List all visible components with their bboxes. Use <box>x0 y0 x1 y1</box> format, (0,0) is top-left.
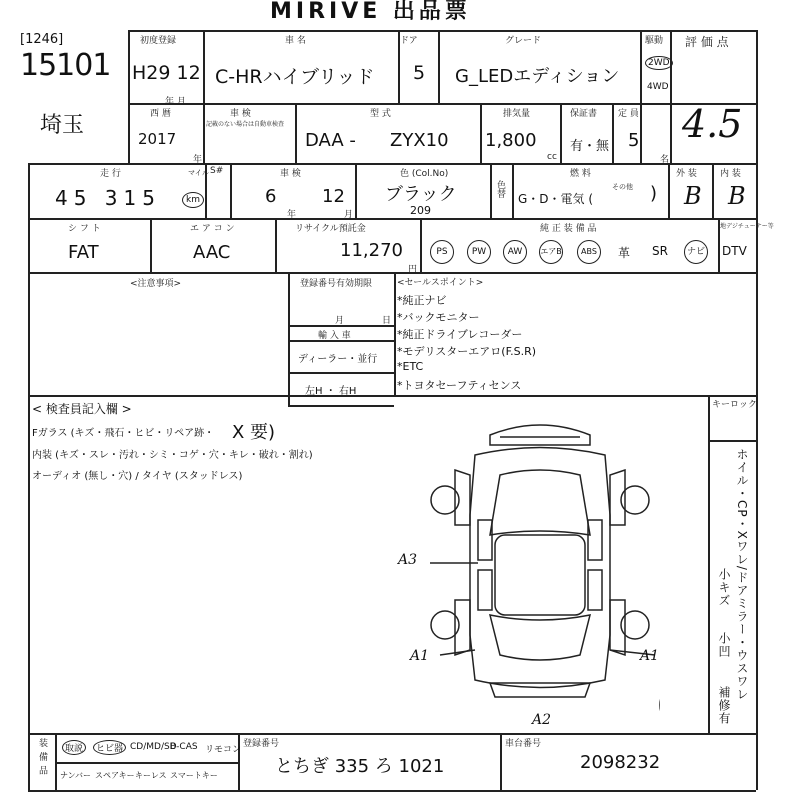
grid-line <box>490 163 492 218</box>
cc-unit: cc <box>547 152 557 162</box>
drive-2wd: 2WD <box>645 56 673 70</box>
equip-ps: PS <box>430 240 454 264</box>
warranty-value: 有・無 <box>570 139 610 154</box>
grid-line <box>512 163 514 218</box>
grid-line <box>288 372 394 374</box>
equip-aw: AW <box>503 240 527 264</box>
mileage-value: 45 315 <box>55 186 161 210</box>
grid-line <box>28 218 756 220</box>
model-label: 型 式 <box>370 109 391 119</box>
km-unit: km <box>182 192 204 208</box>
grid-line <box>668 163 670 218</box>
inspect-year: 6 <box>265 186 277 207</box>
year-label: 西 暦 <box>150 109 171 119</box>
lot-number: 15101 <box>20 48 111 83</box>
warranty-label: 保証書 <box>570 109 598 119</box>
plate-value: とちぎ 335 ろ 1021 <box>275 756 445 777</box>
grid-line <box>28 733 756 735</box>
grid-line <box>712 163 714 218</box>
sales-point-2: *バックモニター <box>397 311 480 324</box>
legend-vertical-3: 小凹 <box>717 632 731 658</box>
grid-line <box>708 440 756 442</box>
grid-line <box>756 30 758 790</box>
exterior-label: 外 装 <box>676 169 697 179</box>
grid-line <box>230 163 232 218</box>
exterior-grade: B <box>684 182 702 210</box>
inspect-month: 12 <box>322 186 345 207</box>
footer-item-bcas: B-CAS <box>170 742 198 752</box>
grid-line <box>55 762 238 764</box>
sales-point-4: *モデリスターエアロ(F.S.R) <box>397 345 537 358</box>
shift-value: FAT <box>68 242 99 263</box>
grid-line <box>275 218 277 272</box>
drive-label: 駆動 <box>645 36 664 46</box>
inspection-label: 車 検 <box>230 109 251 119</box>
capacity-value: 5 <box>628 130 640 151</box>
grid-line <box>28 790 756 792</box>
grade-value: G_LEDエディション <box>455 66 620 87</box>
recycle-label: リサイクル預託金 <box>295 224 366 234</box>
shift-label: シ フ ト <box>68 224 101 234</box>
tsuki-unit: 月 <box>344 210 354 220</box>
vin-label: 車台番号 <box>505 739 542 749</box>
reg-expiry-label: 登録番号有効期限 <box>300 279 373 289</box>
name-label: 車 名 <box>285 36 306 46</box>
displacement-value: 1,800 <box>485 130 537 151</box>
inspector-title: < 検査員記入欄 > <box>32 402 132 416</box>
year-value: 2017 <box>138 130 177 148</box>
inspection-sub: 記載のない場合は自動車検査 <box>206 121 285 128</box>
color-label: 色 (Col.No) <box>400 169 449 179</box>
inspector-line2: 内装 (キズ・スレ・汚れ・シミ・コゲ・穴・キレ・破れ・割れ) <box>32 450 313 461</box>
grid-line <box>28 163 756 165</box>
interior-label: 内 装 <box>720 169 741 179</box>
region: 埼玉 <box>40 113 85 138</box>
fuel-close: ) <box>650 183 658 204</box>
year-unit: 年 <box>193 155 203 165</box>
mile-unit: マイル <box>188 169 209 177</box>
color-value: ブラック <box>385 184 457 205</box>
equip-airbag: エアB <box>539 240 563 264</box>
car-diagram <box>420 415 660 715</box>
damage-mark-a3: A3 <box>398 552 418 568</box>
recycle-value: 11,270 <box>340 240 403 261</box>
grid-line <box>203 30 205 163</box>
fuel-value: G・D・電気 ( <box>518 192 594 206</box>
mileage-label: 走 行 <box>100 169 121 179</box>
footer-item-2: ヒビ器 <box>93 740 126 755</box>
grid-line <box>288 405 394 407</box>
day-label: 日 <box>382 316 392 326</box>
steering-option: 左H ・ 右H <box>305 386 357 397</box>
capacity-unit: 名 <box>660 155 670 165</box>
grid-line <box>500 733 502 790</box>
sales-point-1: *純正ナビ <box>397 294 447 307</box>
footer-item-remote: リモコン <box>205 745 242 755</box>
sheet-title: MIRIVE 出品票 <box>270 0 471 24</box>
month-label: 月 <box>335 316 345 326</box>
inspector-line1-mark: X 要) <box>232 422 276 443</box>
inspect-s: S# <box>210 166 224 176</box>
grid-line <box>560 103 562 163</box>
grid-line <box>394 272 396 395</box>
footer-item-sparekey: スペアキー <box>95 771 135 780</box>
equip-navi: ナビ <box>684 240 708 264</box>
grid-line <box>295 103 297 163</box>
grid-line <box>438 30 440 103</box>
inspect-exp-label: 車 検 <box>280 169 301 179</box>
plate-label: 登録番号 <box>243 739 280 749</box>
vin-value: 2098232 <box>580 752 661 773</box>
sales-point-5: *ETC <box>397 360 424 373</box>
legend-vertical-4: 補修有 <box>717 686 731 725</box>
ac-label: エ ア コ ン <box>190 224 235 234</box>
grid-line <box>612 103 614 163</box>
grade-label: グレード <box>505 36 542 46</box>
displacement-label: 排気量 <box>503 109 531 119</box>
grid-line <box>128 30 130 163</box>
score-value: 4.5 <box>682 102 743 146</box>
fuel-other: その他 <box>612 183 633 191</box>
equip-abs: ABS <box>577 240 601 264</box>
legend-vertical-1: ホイル・CP・Xワレ/ドアミラー・ウスワレ <box>735 448 749 701</box>
interior-grade: B <box>728 182 746 210</box>
sales-point-3: *純正ドライブレコーダー <box>397 328 523 341</box>
import-label: 輸 入 車 <box>318 331 351 341</box>
grid-line <box>128 30 756 32</box>
grid-line <box>28 163 30 790</box>
model-prefix: DAA - <box>305 130 356 151</box>
damage-mark-a1-left: A1 <box>410 648 430 664</box>
footer-item-manual: 取説 <box>62 740 86 755</box>
doors-value: 5 <box>413 62 426 84</box>
fuel-label: 燃 料 <box>570 169 591 179</box>
caution-label: <注意事項> <box>130 279 182 289</box>
grid-line <box>28 395 756 397</box>
yen-unit: 円 <box>408 265 418 275</box>
tuner-label: 地デジチューナー等 <box>720 223 774 230</box>
ac-value: AAC <box>193 242 231 263</box>
nen-unit: 年 <box>287 210 297 220</box>
color-change: 色替 <box>495 180 505 198</box>
capacity-label: 定 員 <box>618 109 639 119</box>
color-no: 209 <box>410 204 431 217</box>
import-option: ディーラー・並行 <box>298 354 378 365</box>
car-name: C-HRハイブリッド <box>215 66 375 88</box>
door-label: ドア <box>400 36 418 46</box>
score-label: 評 価 点 <box>685 35 729 49</box>
lot-ref: [1246] <box>20 32 64 47</box>
grid-line <box>640 30 642 163</box>
sales-point-6: *トヨタセーフティセンス <box>397 379 522 392</box>
grid-line <box>708 395 710 733</box>
grid-line <box>150 218 152 272</box>
grid-line <box>288 272 290 405</box>
equip-sunroof: SR <box>652 244 668 258</box>
sales-label: <セールスポイント> <box>397 278 484 288</box>
equip-dtv: DTV <box>722 244 747 258</box>
model-value: ZYX10 <box>390 130 449 151</box>
grid-line <box>28 272 756 274</box>
equip-pw: PW <box>467 240 491 264</box>
grid-line <box>480 103 482 163</box>
footer-item-smartkey: スマートキー <box>170 771 218 780</box>
footer-item-cd: CD/MD/SD <box>130 742 177 752</box>
items-label: 装 備 品 <box>37 738 47 776</box>
footer-item-keyless: キーレス <box>135 771 167 780</box>
inspector-line1: Fガラス (キズ・飛石・ヒビ・リペア跡・ <box>32 428 215 439</box>
keylock-label: キーロック <box>712 400 757 410</box>
grid-line <box>670 30 672 163</box>
damage-mark-a2: A2 <box>532 712 552 728</box>
inspector-line3: オーディオ (無し・穴) / タイヤ (スタッドレス) <box>32 471 243 482</box>
footer-item-plate: ナンバー <box>60 771 92 780</box>
drive-4wd: 4WD <box>647 82 669 92</box>
equip-leather: 革 <box>618 246 631 260</box>
grid-line <box>355 163 357 218</box>
equip-label: 純 正 装 備 品 <box>540 224 597 234</box>
grid-line <box>420 218 422 272</box>
grid-line <box>128 103 756 105</box>
first-reg-label: 初度登録 <box>140 36 177 46</box>
ym-label: 年 月 <box>165 97 186 107</box>
legend-vertical-2: 小キズ <box>717 568 731 607</box>
first-reg-value: H29 12 <box>132 62 201 84</box>
damage-mark-a1-right: A1 <box>640 648 660 664</box>
